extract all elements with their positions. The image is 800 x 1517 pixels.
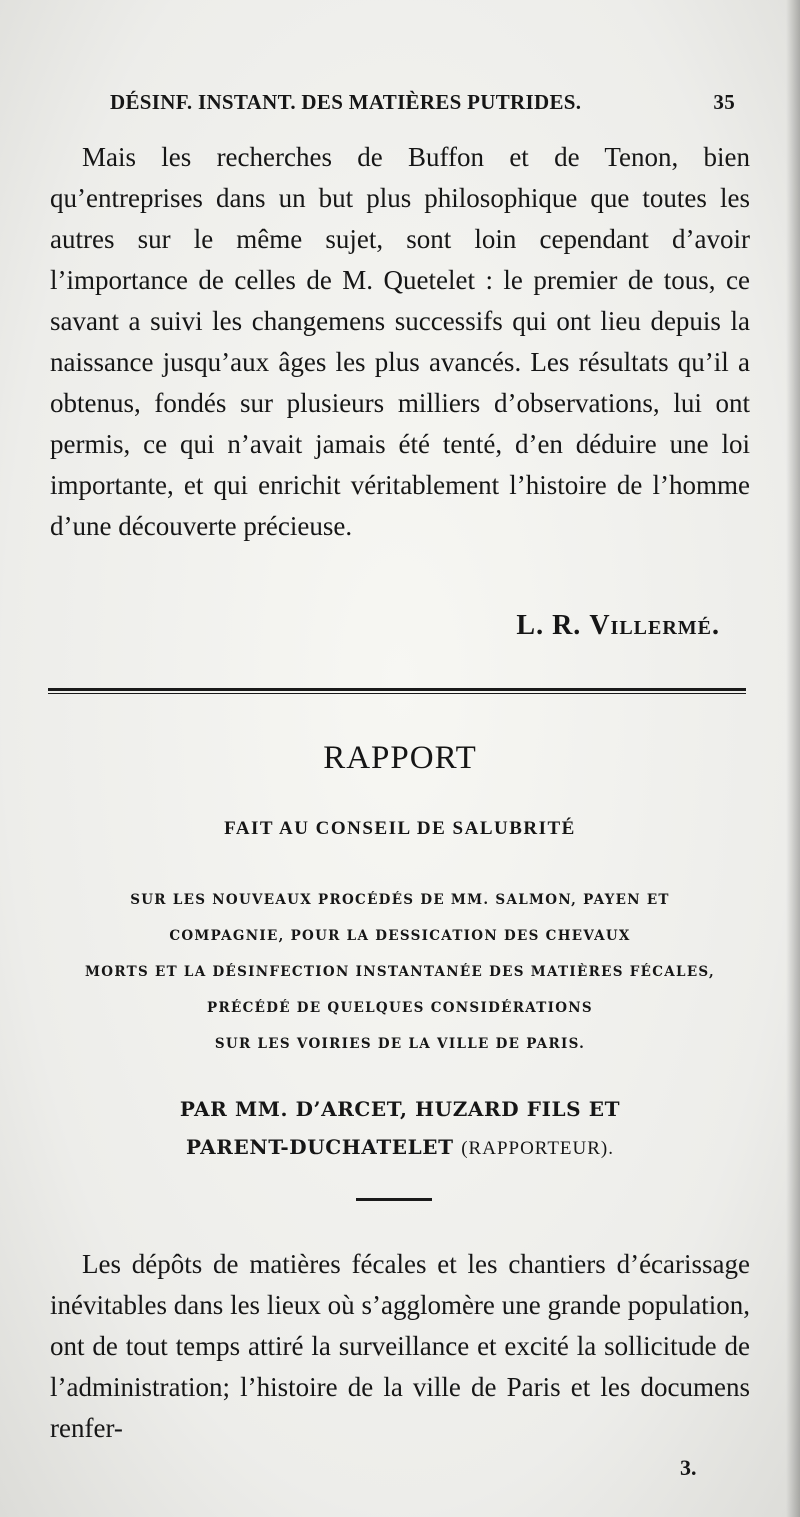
report-description: [44, 882, 756, 1062]
signature-initials: L. R.: [516, 610, 590, 641]
rapporteur-role: (RAPPORTEUR).: [461, 1138, 615, 1159]
description-line: MORTS ET LA DÉSINFECTION INSTANTANÉE DES MATIÈRES FÉCALES,: [85, 964, 715, 980]
paragraph-1: Mais les recherches de Buffon et de Tenon, bien qu’entreprises dans un but plus philosophique que toutes les autres sur le même sujet, sont loin cependant d’avoir l’importance de celles de M. Quetelet : le premier de tous, ce savant a suivi les changemens successifs qui ont lieu depuis la naissance jusqu’aux âges les plus avancés. Les résultats qu’il a obtenus, fondés sur plusieurs milliers d’observations, lui ont permis, ce qui n’avait jamais été tenté, d’en déduire une loi importante, et qui enrichit véritablement l’histoire de l’homme d’une découverte précieuse.: [50, 142, 750, 541]
rapporteur-name: PARENT-DUCHATELET: [185, 1135, 454, 1159]
page-number: 35: [713, 90, 735, 114]
authors-line-1: PAR MM. D’ARCET, HUZARD FILS ET: [179, 1097, 621, 1121]
authors-line-2: [60, 1128, 740, 1168]
report-subtitle: FAIT AU CONSEIL DE SALUBRITÉ: [224, 818, 576, 839]
section-divider: [48, 688, 746, 694]
running-head-title: DÉSINF. INSTANT. DES MATIÈRES PUTRIDES.: [110, 90, 582, 114]
description-line: PRÉCÉDÉ DE QUELQUES CONSIDÉRATIONS: [207, 1000, 593, 1016]
description-line: SUR LES NOUVEAUX PROCÉDÉS DE MM. SALMON, PAYEN ET: [130, 892, 670, 908]
description-line: SUR LES VOIRIES DE LA VILLE DE PARIS.: [214, 1036, 586, 1052]
running-head: [110, 90, 735, 115]
signature-mark: 3.: [680, 1455, 697, 1480]
author-signature: [516, 610, 720, 642]
paragraph-2: Les dépôts de matières fécales et les chantiers d’écarissage inévitables dans les lieux où s’agglomère une grande population, ont de tout temps attiré la surveillance et excité la sollicitude de l’administration; l’histoire de la ville de Paris et les documens renfer-: [50, 1249, 750, 1443]
report-authors: [60, 1090, 740, 1168]
description-line: COMPAGNIE, POUR LA DESSICATION DES CHEVAUX: [169, 928, 631, 944]
signature-name: Villermé.: [589, 610, 720, 641]
short-divider: [356, 1198, 432, 1201]
report-title: RAPPORT: [323, 740, 477, 776]
